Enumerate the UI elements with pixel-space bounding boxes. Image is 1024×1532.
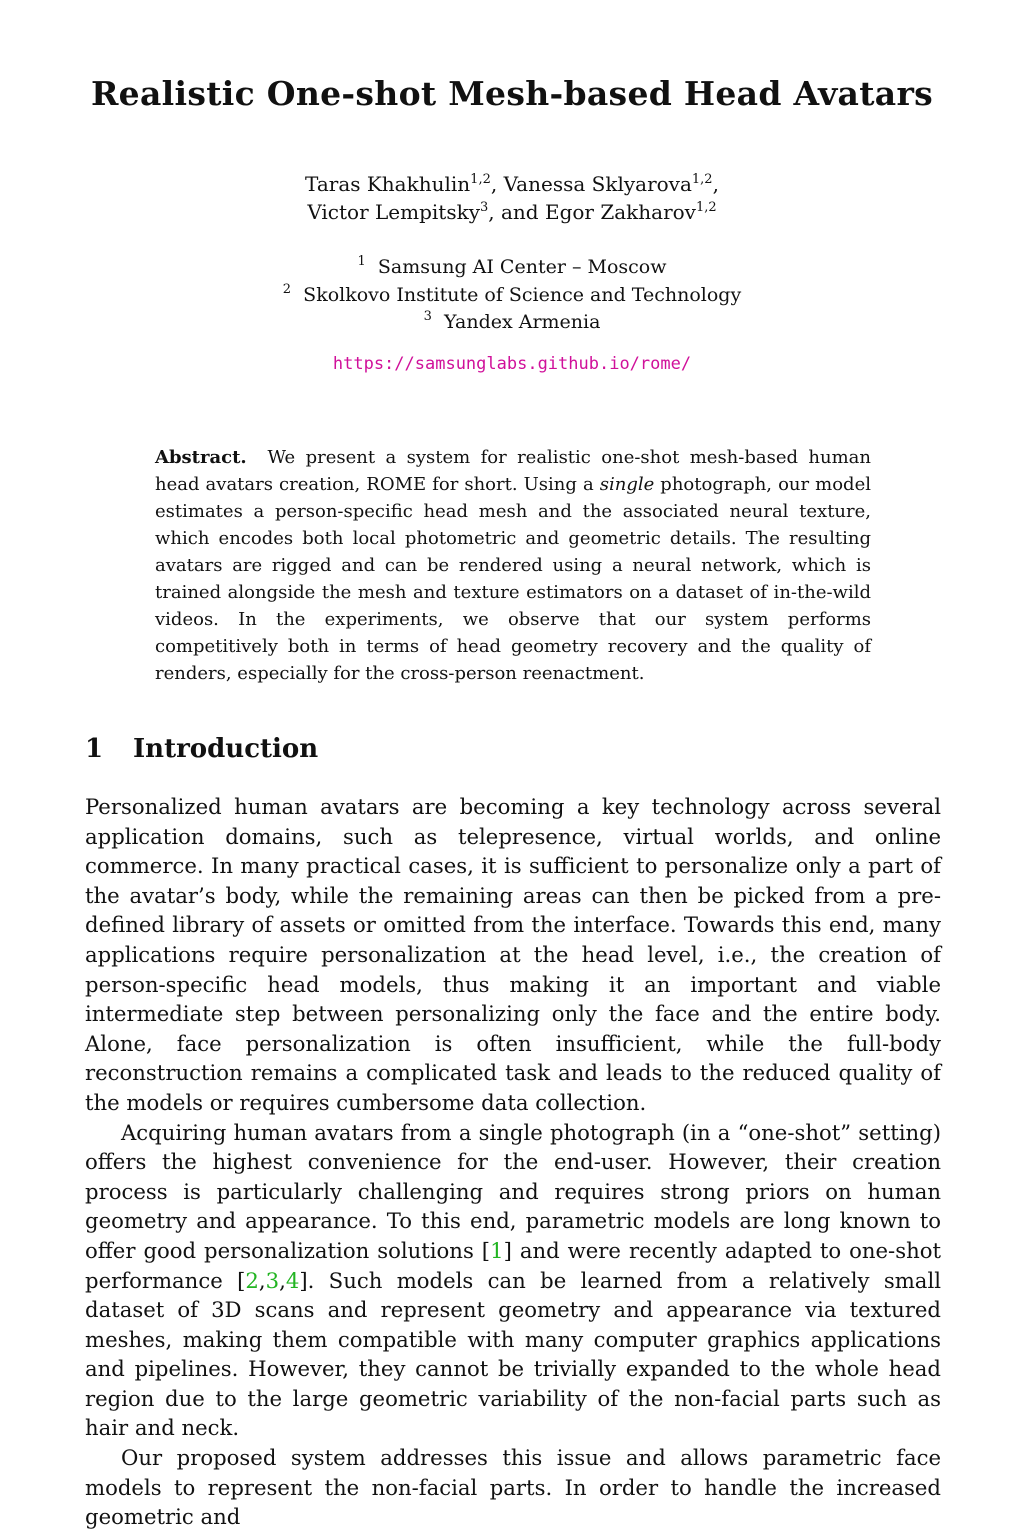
author-name: Egor Zakharov — [544, 200, 696, 224]
citation-link[interactable]: 1 — [490, 1237, 504, 1263]
paragraph: Our proposed system addresses this issue and allows parametric face models to represent the non-facial parts. In order to handle the increased geometric and — [85, 1445, 941, 1530]
citation-link[interactable]: 2 — [245, 1267, 259, 1293]
affiliation-item: $^1$ Samsung AI Center – Moscow — [357, 254, 667, 278]
section-title: Introduction — [133, 734, 319, 764]
paragraph: Acquiring human avatars from a single photograph (in a “one-shot” setting) offers the highest convenience for the end-user. However, their creation process is particularly challenging and requires strong priors on human geometry and appearance. To this end, parametric models are long known to offer good personalization solutions [1] and were recently adapted to one-shot performance [2,3,4]. Such models can be learned from a relatively small dataset of 3D scans and represent geometry and appearance via textured meshes, making them compatible with many computer graphics applications and pipelines. However, they cannot be trivially expanded to the whole head region due to the large geometric variability of the non-facial parts such as hair and neck. — [85, 1119, 941, 1441]
citation-link[interactable]: 3 — [265, 1267, 280, 1293]
author-name: Taras Khakhulin — [305, 172, 471, 196]
introduction-body — [85, 792, 941, 1532]
affiliation-item: $^2$ Skolkovo Institute of Science and Technology — [282, 281, 742, 306]
author-affiliation-mark: 1,2 — [470, 172, 491, 188]
section-number: 1 — [85, 734, 104, 764]
author-list — [0, 170, 1024, 226]
author-affiliation-mark: 3 — [480, 200, 489, 216]
paragraph: Personalized human avatars are becoming a key technology across several application domains, such as telepresence, virtual worlds, and online commerce. In many practical cases, it is sufficient to personalize only a part of the avatar’s body, while the remaining areas can then be picked from a pre-defined library of assets or omitted from the interface. Towards this end, many applications require personalization at the head level, i.e., the creation of person-specific head models, thus making it an important and viable intermediate step between personalizing only the face and the entire body. Alone, face personalization is often insufficient, while the full-body reconstruction remains a complicated task and leads to the reduced quality of the models or requires cumbersome data collection. — [85, 794, 941, 1115]
abstract: Abstract. We present a system for realistic one-shot mesh-based human head avatars creation, ROME for short. Using a single photograph, our model estimates a person-specific head mesh and the associated neural texture, which encodes both local photometric and geometric details. The resulting avatars are rigged and can be rendered using a neural network, which is trained alongside the mesh and texture estimators on a dataset of in-the-wild videos. In the experiments, we observe that our system performs competitively both in terms of head geometry recovery and the quality of renders, especially for the cross-person reenactment. — [155, 447, 871, 684]
author-line-1: Taras Khakhulin$^{1,2}$, Vanessa Sklyarova$^{1,2}$, — [305, 172, 719, 196]
paper-title: Realistic One-shot Mesh-based Head Avatars — [90, 74, 934, 113]
author-affiliation-mark: 1,2 — [691, 172, 713, 188]
author-name: Vanessa Sklyarova — [503, 172, 692, 196]
citation-link[interactable]: 4 — [285, 1267, 300, 1293]
section-heading — [85, 734, 945, 764]
author-name: Victor Lempitsky — [307, 200, 480, 224]
abstract-label: Abstract. — [155, 447, 247, 468]
author-affiliation-mark: 1,2 — [695, 200, 717, 216]
affiliation-list — [0, 254, 1024, 337]
affiliation-item: $^3$ Yandex Armenia — [423, 309, 601, 333]
project-url-link[interactable]: https://samsunglabs.github.io/rome/ — [332, 354, 692, 374]
author-line-2: Victor Lempitsky$^3$, and Egor Zakharov$^{1,2}$ — [307, 200, 717, 224]
